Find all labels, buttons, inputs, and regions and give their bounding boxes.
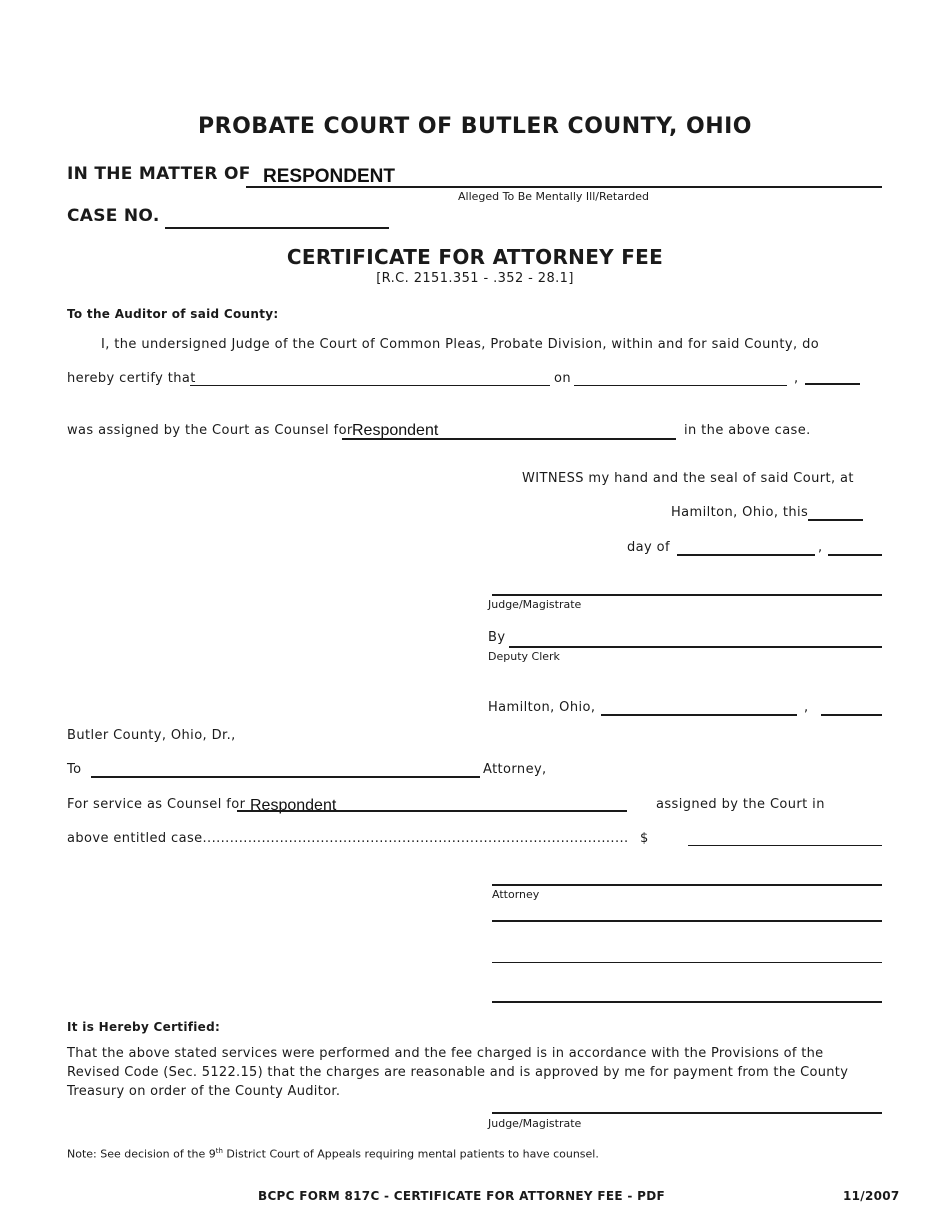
service-label: For service as Counsel for (67, 797, 246, 812)
counsel-for-line (342, 438, 676, 440)
attorney-name-line[interactable] (190, 385, 550, 386)
above-case: in the above case. (684, 423, 811, 438)
to-label: To (67, 762, 82, 777)
footer-date: 11/2007 (843, 1189, 900, 1203)
day-of-label: day of (627, 540, 670, 555)
matter-line (246, 186, 882, 188)
certified-text: That the above stated services were performed and the fee charged is in accordance with the Provisions of the Revised Code (Sec. 5122.15) that the charges are reasonable and is approved by me for payment from the County Treasury on order of the County Auditor. (67, 1046, 849, 1099)
attorney-suffix: Attorney, (483, 762, 547, 777)
witness-line: WITNESS my hand and the seal of said Court, at (522, 471, 854, 486)
note-sup: th (215, 1147, 223, 1155)
form-title: CERTIFICATE FOR ATTORNEY FEE (286, 245, 664, 269)
attorney-address-line-1[interactable] (492, 920, 882, 922)
certify-line: I, the undersigned Judge of the Court of Common Pleas, Probate Division, within and for said County, do (101, 337, 820, 352)
bill-year-line[interactable] (821, 714, 882, 716)
dollar-sign: $ (640, 831, 649, 846)
deputy-caption: Deputy Clerk (488, 650, 560, 663)
assigned-label: was assigned by the Court as Counsel for (67, 423, 353, 438)
judge-caption: Judge/Magistrate (488, 598, 582, 611)
witness-this: Hamilton, Ohio, this (671, 505, 809, 520)
certified-heading: It is Hereby Certified: (67, 1020, 221, 1034)
to-attorney-line[interactable] (91, 776, 480, 778)
matter-caption: Alleged To Be Mentally Ill/Retarded (458, 190, 650, 203)
matter-label: IN THE MATTER OF (67, 164, 251, 184)
hereby-label: hereby certify that (67, 371, 196, 386)
footer-form-name: BCPC FORM 817C - CERTIFICATE FOR ATTORNEY FEE - PDF (258, 1189, 665, 1203)
amount-line[interactable] (688, 845, 882, 846)
counsel-for-value[interactable]: Respondent (352, 422, 439, 439)
on-label: on (554, 371, 571, 386)
assign-year-line[interactable] (805, 383, 860, 385)
comma: , (794, 371, 799, 386)
court-title: PROBATE COURT OF BUTLER COUNTY, OHIO (198, 114, 752, 139)
witness-day-line[interactable] (808, 519, 863, 521)
certified-judge-caption: Judge/Magistrate (488, 1117, 582, 1130)
bill-date-line[interactable] (601, 714, 797, 716)
service-line (237, 810, 627, 812)
attorney-address-line-2[interactable] (492, 962, 882, 963)
statute-ref: [R.C. 2151.351 - .352 - 28.1] (376, 271, 574, 286)
witness-year-line[interactable] (828, 554, 882, 556)
note-prefix: Note: See decision of the 9 (67, 1147, 216, 1161)
service-value[interactable]: Respondent (250, 797, 337, 814)
matter-value[interactable]: RESPONDENT (263, 166, 395, 187)
assign-date-line[interactable] (574, 385, 787, 386)
note-suffix: District Court of Appeals requiring mental patients to have counsel. (222, 1147, 599, 1161)
judge-signature-line[interactable] (492, 594, 882, 596)
case-no-label: CASE NO. (67, 206, 160, 226)
attorney-signature-line[interactable] (492, 884, 882, 886)
attorney-address-line-3[interactable] (492, 1001, 882, 1003)
assigned-court-label: assigned by the Court in (656, 797, 825, 812)
butler-county-label: Butler County, Ohio, Dr., (67, 728, 236, 743)
by-label: By (488, 630, 506, 645)
note-text (67, 1147, 599, 1161)
auditor-heading: To the Auditor of said County: (67, 307, 279, 321)
comma: , (804, 700, 809, 715)
witness-month-line[interactable] (677, 554, 815, 556)
entitled-case-label: above entitled case.............................................................................................. (67, 831, 629, 846)
certified-judge-line[interactable] (492, 1112, 882, 1114)
deputy-signature-line[interactable] (509, 646, 882, 648)
comma: , (818, 540, 823, 555)
attorney-caption: Attorney (492, 888, 540, 901)
hamilton-label: Hamilton, Ohio, (488, 700, 596, 715)
case-no-line (165, 227, 389, 229)
